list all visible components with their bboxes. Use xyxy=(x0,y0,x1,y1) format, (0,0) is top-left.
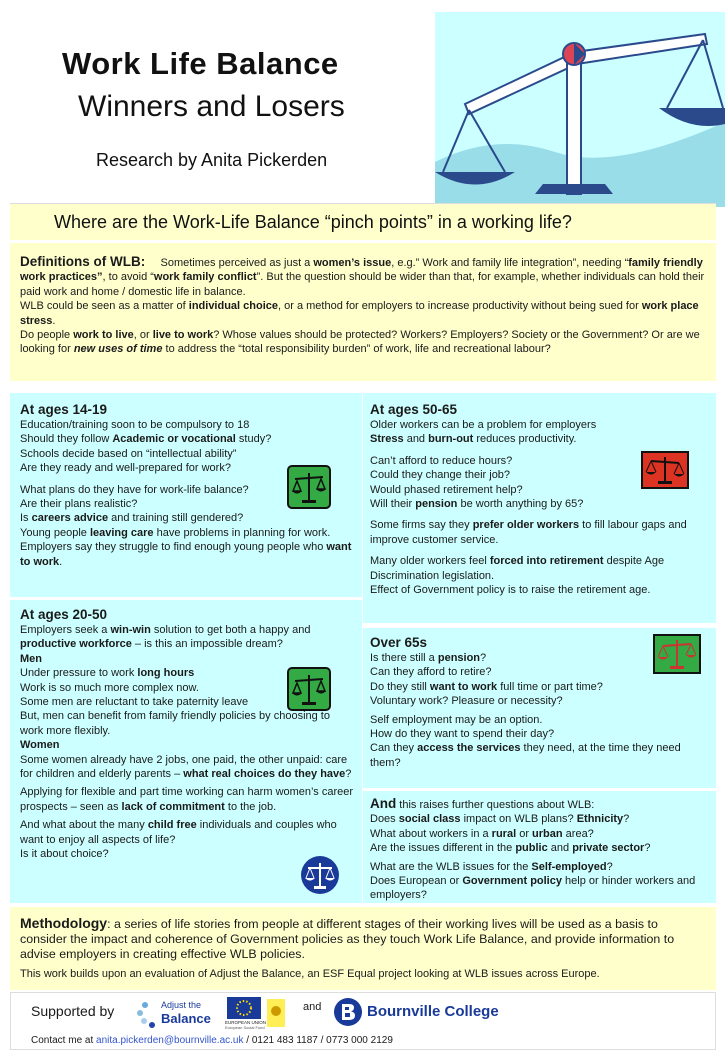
byline: Research by Anita Pickerden xyxy=(96,150,328,170)
balance-logo-icon xyxy=(135,999,159,1029)
methodology-heading: Methodology xyxy=(20,915,108,931)
men-subheading: Men xyxy=(20,652,42,665)
eu-flag-icon xyxy=(227,997,261,1019)
bournville-college-name: Bournville College xyxy=(367,1003,499,1020)
over-65-heading: Over 65s xyxy=(370,635,428,650)
definitions-heading: Definitions of WLB xyxy=(20,254,141,269)
footer xyxy=(10,992,716,1050)
and-label: and xyxy=(303,1001,322,1013)
ages-20-50-heading: At ages 20-50 xyxy=(20,607,108,622)
title-line1: Work Life Balance xyxy=(62,46,339,81)
green-scales-icon xyxy=(287,465,331,509)
adjust-the-balance-logo: Adjust the Balance xyxy=(135,997,215,1031)
blue-scales-icon xyxy=(300,855,340,895)
methodology-panel: Methodology: a series of life stories from people at different stages of their working lives will be used as a basis to consider the impact and coherence of Government policies as they touch Work Life Balance, and provide information to advise employers in creating effective WLB policies. This work builds upon an evaluation of Adjust the Balance, an ESF Equal project looking at WLB issues across Europe. xyxy=(10,907,716,990)
title-line2: Winners and Losers xyxy=(78,90,345,123)
ages-50-65-panel: At ages 50-65 Older workers can be a problem for employers Stress and burn-out reduces productivity. Can’t afford to reduce hours? Could they change their job? Would phased retirement help? Will their pension be worth anything by 65? Some firms say they prefer older workers to fill labour gaps and improve customer service. Many older workers feel forced into retirement despite Age Discrimination legislation. Effect of Government policy is to raise the retirement age. xyxy=(363,393,716,623)
bournville-logo-icon xyxy=(333,997,363,1027)
ages-14-19-panel: At ages 14-19 Education/training soon to be compulsory to 18 Should they follow Academic or vocational study? Schools decide based on “intellectual ability” Are they ready and well-prepared for work? What plans do they have for work-life balance? Are their plans realistic? Is careers advice and training still gendered? Young people leaving care have problems in planning for work. Employers say they struggle to find enough young people who want to work. xyxy=(10,393,362,597)
red-scales-icon xyxy=(641,451,689,489)
over-65-panel: Over 65s Is there still a pension? Can they afford to retire? Do they still want to work full time or part time? Voluntary work? Pleasure or necessity? Self employment may be an option. How do they want to spend their day? Can they access the services they need, at the time they need them? xyxy=(363,628,716,788)
esf-stars-icon xyxy=(267,999,285,1027)
ages-50-65-heading: At ages 50-65 xyxy=(370,402,458,417)
green-scales-icon xyxy=(653,634,701,674)
ages-14-19-heading: At ages 14-19 xyxy=(20,402,108,417)
definitions-panel: Definitions of WLB: Sometimes perceived as just a women’s issue, e.g.” Work and family life integration”, needing “family friendly work practices”, to avoid “work family conflict”. But the question should be wider than that, for example, whether individuals can hold their paid work and home / domestic life in balance. WLB could be seen as a matter of individual choice, or a method for employers to increase productivity without being sued for work place stress. Do people work to live, or live to work? Whose values should be protected? Workers? Employers? Society or the Government? Or are we looking for new uses of time to address the “total responsibility burden” of work, life and recreational labour? xyxy=(10,243,716,381)
eu-logo: EUROPEAN UNION European Social Fund xyxy=(225,997,263,1031)
definitions-p2: WLB could be seen as a matter of individual choice, or a method for employers to increase productivity without being sued for work place stress. xyxy=(20,300,699,327)
women-subheading: Women xyxy=(20,739,60,752)
supported-by-label: Supported by xyxy=(31,1003,115,1019)
green-scales-icon xyxy=(287,667,331,711)
further-questions-panel: And this raises further questions about WLB: Does social class impact on WLB plans? Ethnicity? What about workers in a rural or urban area? Are the issues different in the public and private sector? What are the WLB issues for the Self-employed? Does European or Government policy help or hinder workers and employers? xyxy=(363,791,716,903)
contact-line: Contact me at anita.pickerden@bournville.ac.uk / 0121 483 1187 / 0773 000 2129 xyxy=(31,1035,393,1046)
definitions-p3: Do people work to live, or live to work? Whose values should be protected? Workers? Employers? Society or the Government? Or are we looking for new uses of time to address the “total responsibility burden” of work, life and recreational labour? xyxy=(20,329,700,356)
scales-illustration-icon xyxy=(435,12,725,207)
ages-20-50-panel: At ages 20-50 Employers seek a win-win solution to get both a happy and productive workforce – is this an impossible dream? Men Under pressure to work long hours Work is so much more complex now. Some men are reluctant to take paternity leave But, men can benefit from family friendly policies by choosing to work more flexibly. Women Some women already have 2 jobs, one paid, the other unpaid: care for children and elderly parents – what real choices do they have? Applying for flexible and part time working can harm women’s career prospects – seen as lack of commitment to the job. And what about the many child free individuals and couples who want to enjoy all aspects of life? Is it about choice? xyxy=(10,600,362,903)
and-heading: And xyxy=(370,796,397,811)
email-link[interactable]: anita.pickerden@bournville.ac.uk xyxy=(96,1035,244,1046)
question-banner xyxy=(10,203,716,240)
banner-question: Where are the Work-Life Balance “pinch points” in a working life? xyxy=(54,212,572,232)
methodology-note: This work builds upon an evaluation of Adjust the Balance, an ESF Equal project looking at WLB issues across Europe. xyxy=(20,968,600,980)
